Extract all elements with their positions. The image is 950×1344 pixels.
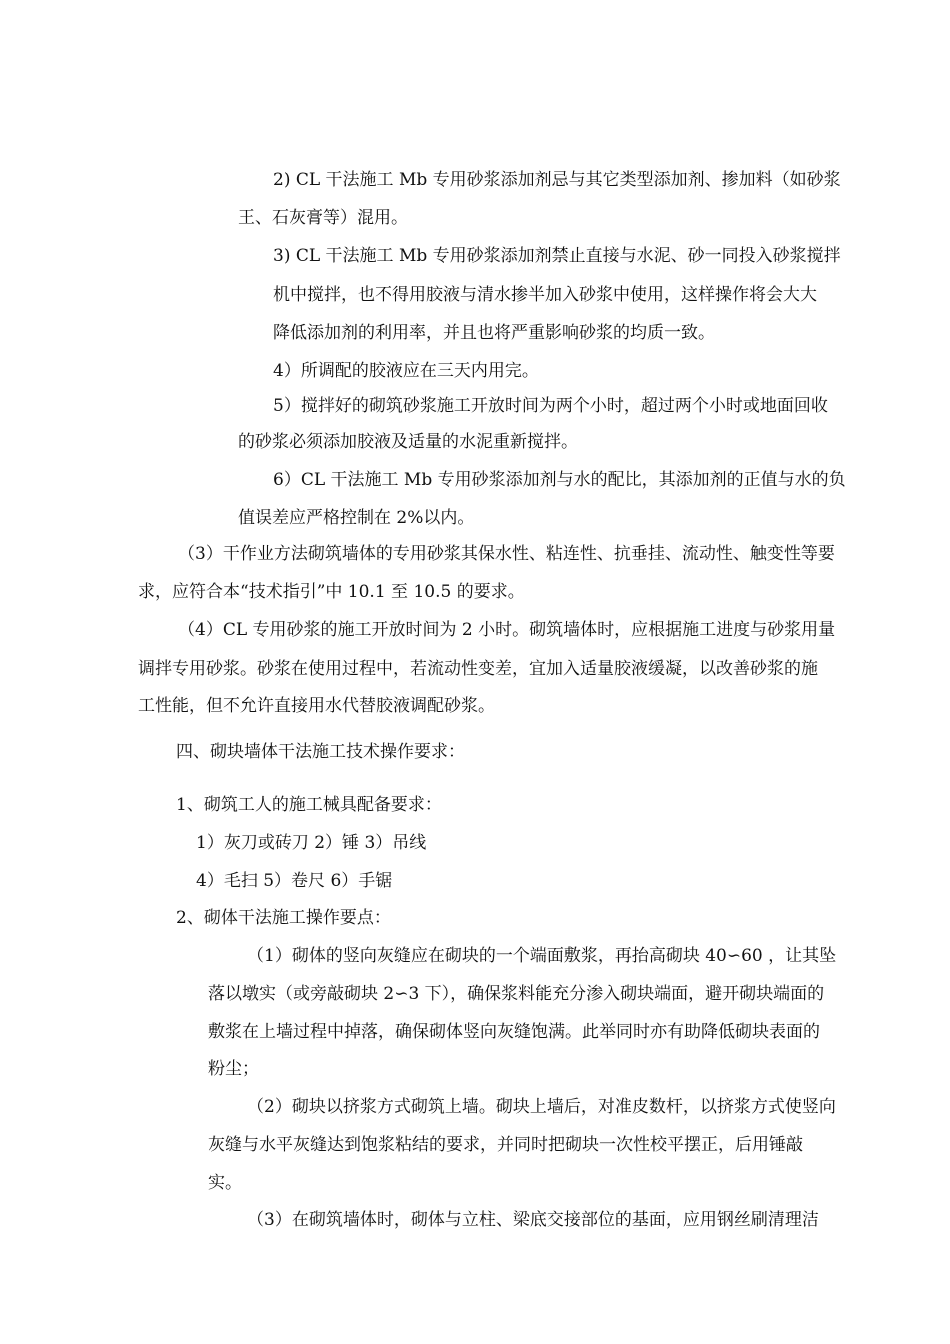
- item-6-line-2: 值误差应严格控制在 2%以内。: [238, 508, 475, 528]
- subheading-2: 2、砌体干法施工操作要点：: [176, 908, 391, 928]
- item-5-line-1: 5）搅拌好的砌筑砂浆施工开放时间为两个小时，超过两个小时或地面回收: [273, 396, 828, 416]
- tools-line-2: 4）毛扫 5）卷尺 6）手锯: [196, 871, 393, 891]
- point-2-line-2: 灰缝与水平灰缝达到饱浆粘结的要求，并同时把砌块一次性校平摆正，后用锤敲: [208, 1135, 803, 1155]
- para-3-line-2: 求，应符合本“技术指引”中 10.1 至 10.5 的要求。: [138, 582, 525, 602]
- point-1-line-3: 敷浆在上墙过程中掉落，确保砌体竖向灰缝饱满。此举同时亦有助降低砌块表面的: [208, 1022, 820, 1042]
- section-heading-4: 四、砌块墙体干法施工技术操作要求：: [176, 742, 465, 762]
- item-2-line-1: 2) CL 干法施工 Mb 专用砂浆添加剂忌与其它类型添加剂、掺加料（如砂浆: [273, 170, 841, 190]
- point-3-line-1: （3）在砌筑墙体时，砌体与立柱、梁底交接部位的基面，应用钢丝刷清理洁: [247, 1210, 819, 1230]
- para-3-line-1: （3）干作业方法砌筑墙体的专用砂浆其保水性、粘连性、抗垂挂、流动性、触变性等要: [178, 544, 835, 564]
- item-3-line-1: 3) CL 干法施工 Mb 专用砂浆添加剂禁止直接与水泥、砂一同投入砂浆搅拌: [273, 246, 841, 266]
- item-3-line-3: 降低添加剂的利用率，并且也将严重影响砂浆的均质一致。: [273, 323, 715, 343]
- point-2-line-3: 实。: [208, 1173, 242, 1193]
- point-2-line-1: （2）砌块以挤浆方式砌筑上墙。砌块上墙后，对准皮数杆，以挤浆方式使竖向: [247, 1097, 836, 1117]
- point-1-line-1: （1）砌体的竖向灰缝应在砌块的一个端面敷浆，再抬高砌块 40∽60 ，让其坠: [247, 946, 837, 966]
- point-1-line-4: 粉尘；: [208, 1059, 259, 1079]
- para-4-line-3: 工性能，但不允许直接用水代替胶液调配砂浆。: [138, 696, 495, 716]
- item-6-line-1: 6）CL 干法施工 Mb 专用砂浆添加剂与水的配比，其添加剂的正值与水的负: [273, 470, 846, 490]
- item-3-line-2: 机中搅拌，也不得用胶液与清水掺半加入砂浆中使用，这样操作将会大大: [273, 285, 817, 305]
- para-4-line-1: （4）CL 专用砂浆的施工开放时间为 2 小时。砌筑墙体时，应根据施工进度与砂浆用量: [178, 620, 836, 640]
- point-1-line-2: 落以墩实（或旁敲砌块 2∽3 下），确保浆料能充分渗入砌块端面，避开砌块端面的: [208, 984, 825, 1004]
- item-2-line-2: 王、石灰膏等）混用。: [238, 208, 408, 228]
- item-4-line-1: 4）所调配的胶液应在三天内用完。: [273, 361, 539, 381]
- para-4-line-2: 调拌专用砂浆。砂浆在使用过程中，若流动性变差，宜加入适量胶液缓凝，以改善砂浆的施: [138, 659, 818, 679]
- subheading-1: 1、砌筑工人的施工械具配备要求：: [176, 795, 442, 815]
- item-5-line-2: 的砂浆必须添加胶液及适量的水泥重新搅拌。: [238, 432, 578, 452]
- tools-line-1: 1）灰刀或砖刀 2）锤 3）吊线: [196, 833, 427, 853]
